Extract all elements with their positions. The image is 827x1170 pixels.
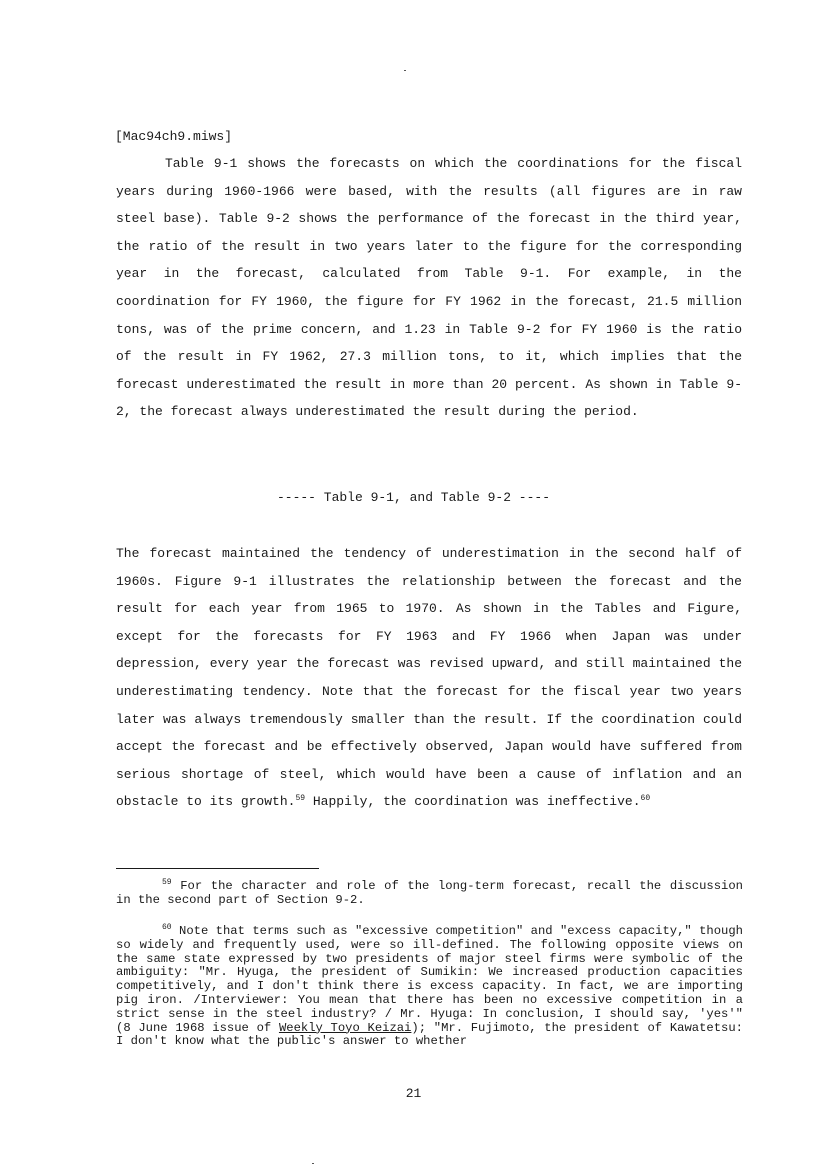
- footnote-59: [116, 880, 743, 908]
- paragraph-2-body: The forecast maintained the tendency of underestimation in the second half of 1960s. Figure 9-1 illustrates the relationship between the forecast and the result for each year from 1965 to 1970. As shown in the Tables and Figure, except for the forecasts for FY 1963 and FY 1966 when Japan was under depression, every year the forecast was revised upward, and still maintained the underestimating tendency. Note that the forecast for the fiscal year two years later was always tremendously smaller than the result. If the coordination could accept the forecast and be effectively observed, Japan would have suffered from serious shortage of steel, which would have been a cause of inflation and an obstacle to its growth.: [116, 546, 742, 810]
- scan-speck: [404, 70, 406, 71]
- journal-title: Weekly Toyo Keizai: [278, 1020, 412, 1035]
- paragraph-2: [116, 540, 742, 816]
- footnote-59-mark: 59: [162, 878, 172, 887]
- footnote-60-mark: 60: [162, 923, 172, 932]
- page-number: 21: [405, 1086, 422, 1101]
- footnote-60-text-after: ); "Mr. Fujimoto, the president of Kawatetsu: I don't know what the public's answer to whether: [116, 1020, 743, 1049]
- paragraph-2-tail: Happily, the coordination was ineffective.: [312, 794, 641, 810]
- file-label: [Mac94ch9.miws]: [115, 129, 233, 144]
- paragraph-1: Table 9-1 shows the forecasts on which the coordinations for the fiscal years during 1960-1966 were based, with the results (all figures are in raw steel base). Table 9-2 shows the performance of the forecast in the third year, the ratio of the result in two years later to the figure for the corresponding year in the forecast, calculated from Table 9-1. For example, in the coordination for FY 1960, the figure for FY 1962 in the forecast, 21.5 million tons, was of the prime concern, and 1.23 in Table 9-2 for FY 1960 is the ratio of the result in FY 1962, 27.3 million tons, to it, which implies that the forecast underestimated the result in more than 20 percent. As shown in Table 9-2, the forecast always underestimated the result during the period.: [116, 156, 742, 420]
- footnote-divider: [116, 868, 319, 869]
- footnote-60-text-before: Note that terms such as "excessive competition" and "excess capacity," though so widely and frequently used, were so ill-defined. The following opposite views on the same state expressed by two presidents of major steel firms were symbolic of the ambiguity: "Mr. Hyuga, the president of Sumikin: We increased production capacities competitively, and I don't think there is excess capacity. In fact, we are importing pig iron. /Interviewer: You mean that there has been no excessive competition in a strict sense in the steel industry? / Mr. Hyuga: In conclusion, I should say, 'yes'" (8 June 1968 issue of: [116, 924, 743, 1035]
- tables-placeholder: ----- Table 9-1, and Table 9-2 ----: [276, 490, 551, 505]
- footnote-ref-59: 59: [295, 794, 306, 804]
- scan-speck: [312, 1163, 314, 1164]
- footnote-60: [116, 925, 743, 1049]
- footnote-ref-60: 60: [640, 794, 651, 804]
- footnote-59-text: For the character and role of the long-term forecast, recall the discussion in the second part of Section 9-2.: [116, 879, 743, 907]
